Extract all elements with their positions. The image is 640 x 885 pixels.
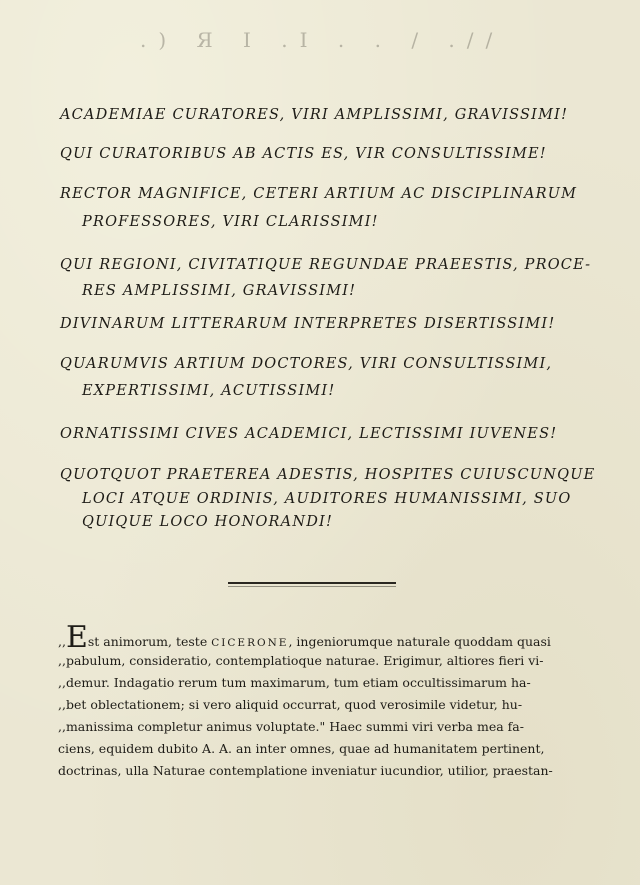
address-guests-line3: QUIQUE LOCO HONORANDI!	[82, 514, 334, 530]
address-doctors-line2: EXPERTISSIMI, ACUTISSIMI!	[82, 383, 336, 399]
body-line-1-text-b: , ingeniorumque naturale quoddam quasi	[288, 634, 551, 649]
section-divider	[228, 582, 396, 584]
address-secretary: QUI CURATORIBUS AB ACTIS ES, VIR CONSULTISSIME!	[60, 146, 547, 162]
body-line-2: ,,pabulum, consideratio, contemplatioque naturae. Erigimur, altiores fieri vi-	[58, 653, 544, 668]
bleed-through-text: .) Я I .I . . / .//	[140, 28, 505, 52]
body-line-4: ,,bet oblectationem; si vero aliquid occurrat, quod verosimile videtur, hu-	[58, 697, 523, 712]
cicerone-smallcaps: CICERONE	[211, 637, 289, 649]
body-line-5: ,,manissima completur animus voluptate." Haec summi viri verba mea fa-	[58, 719, 524, 734]
address-doctors-line1: QUARUMVIS ARTIUM DOCTORES, VIRI CONSULTISSIMI,	[60, 356, 553, 372]
opening-quote: ,,	[58, 634, 66, 649]
body-line-7: doctrinas, ulla Naturae contemplatione inveniatur iucundior, utilior, praestan-	[58, 763, 553, 778]
address-curators: ACADEMIAE CURATORES, VIRI AMPLISSIMI, GRAVISSIMI!	[60, 107, 569, 123]
body-line-1-text-a: st animorum, teste	[87, 634, 208, 649]
address-magistrates-line1: QUI REGIONI, CIVITATIQUE REGUNDAE PRAEESTIS, PROCE-	[60, 257, 592, 273]
address-magistrates-line2: RES AMPLISSIMI, GRAVISSIMI!	[82, 283, 357, 299]
drop-cap: E	[65, 620, 88, 655]
address-guests-line1: QUOTQUOT PRAETEREA ADESTIS, HOSPITES CUIUSCUNQUE	[60, 467, 596, 483]
address-rector-line1: RECTOR MAGNIFICE, CETERI ARTIUM AC DISCIPLINARUM	[60, 186, 578, 202]
section-divider-thin	[228, 586, 396, 587]
address-rector-line2: PROFESSORES, VIRI CLARISSIMI!	[82, 214, 379, 230]
address-students: ORNATISSIMI CIVES ACADEMICI, LECTISSIMI IUVENES!	[60, 426, 558, 442]
address-theologians: DIVINARUM LITTERARUM INTERPRETES DISERTISSIMI!	[60, 316, 556, 332]
body-line-6: ciens, equidem dubito A. A. an inter omnes, quae ad humanitatem pertinent,	[58, 741, 545, 756]
body-line-3: ,,demur. Indagatio rerum tum maximarum, tum etiam occultissimarum ha-	[58, 675, 531, 690]
address-guests-line2: LOCI ATQUE ORDINIS, AUDITORES HUMANISSIMI, SUO	[82, 491, 572, 507]
